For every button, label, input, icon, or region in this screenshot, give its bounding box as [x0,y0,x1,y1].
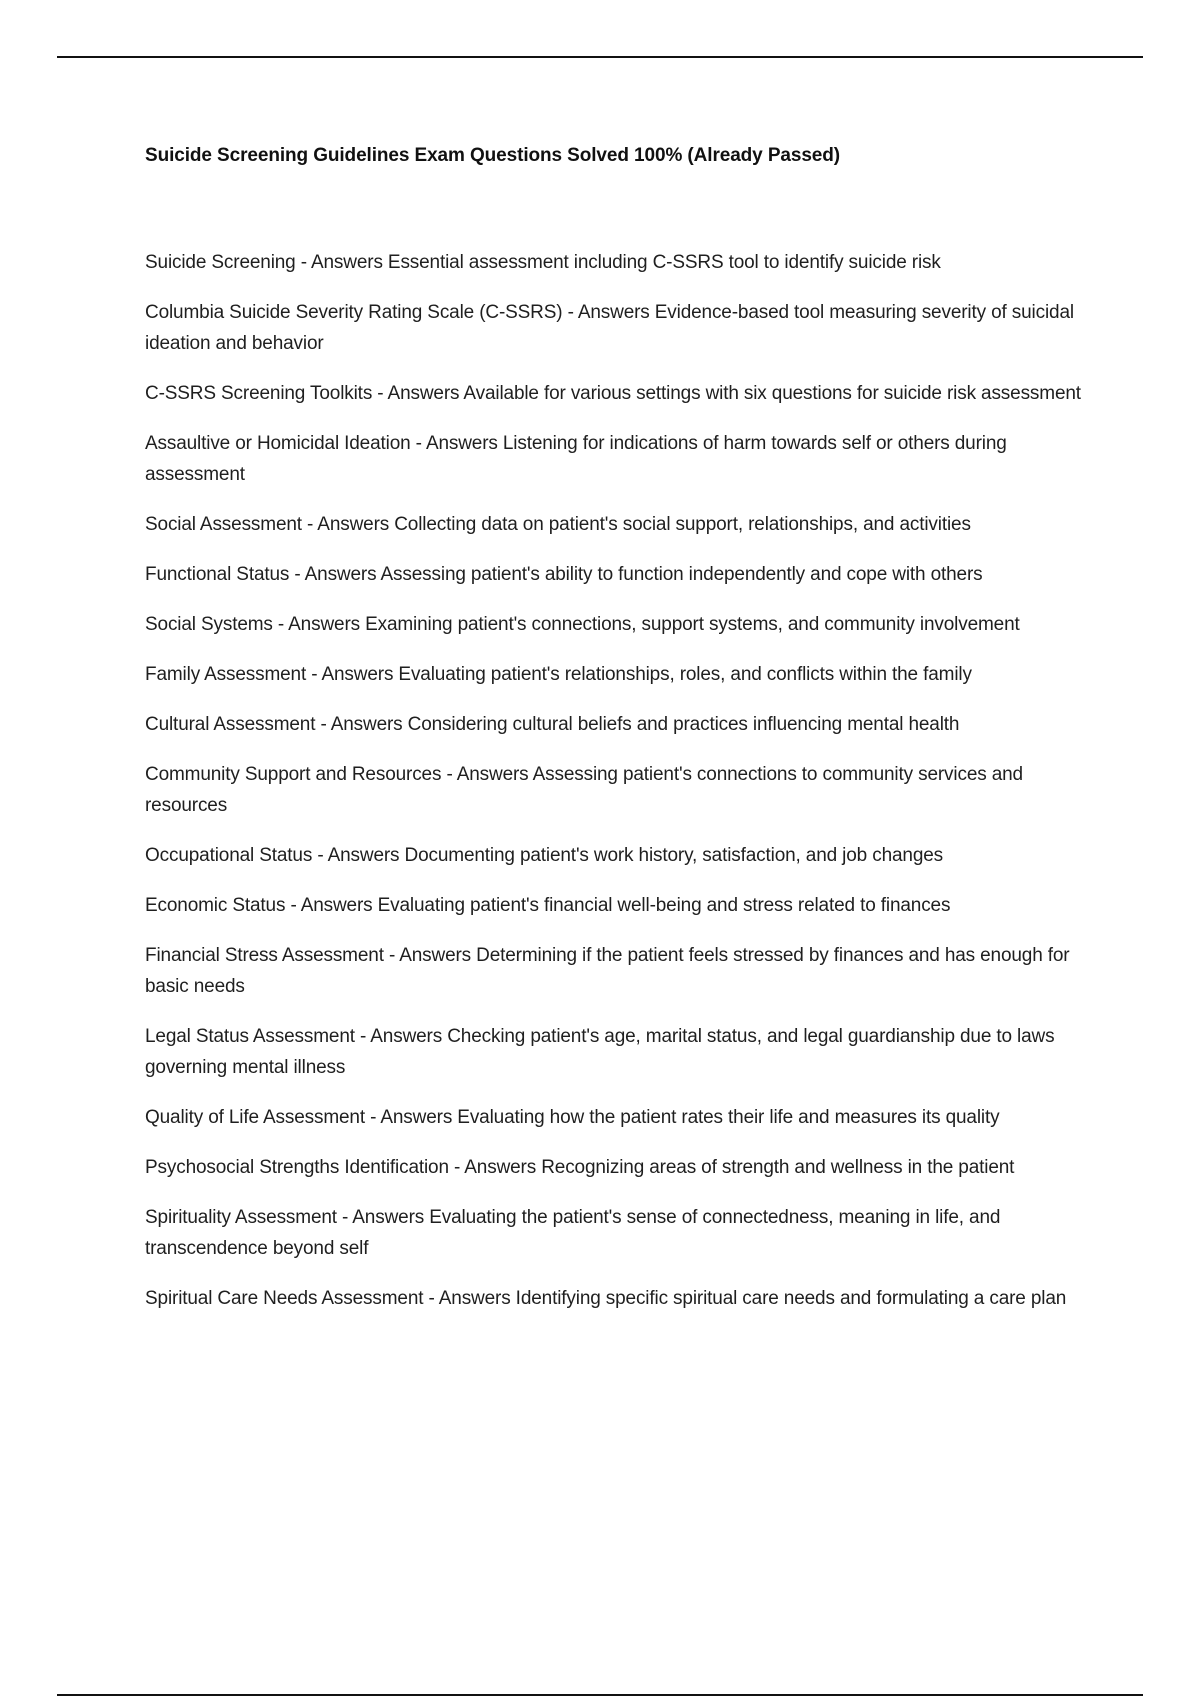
qa-item: Assaultive or Homicidal Ideation - Answers Listening for indications of harm towards self or others during assessment [145,433,1007,485]
qa-item: Cultural Assessment - Answers Considering cultural beliefs and practices influencing mental health [145,714,960,735]
qa-item: Spirituality Assessment - Answers Evaluating the patient's sense of connectedness, meaning in life, and transcendence beyond self [145,1207,1001,1259]
qa-item: C-SSRS Screening Toolkits - Answers Available for various settings with six questions for suicide risk assessment [145,383,1081,404]
qa-item: Legal Status Assessment - Answers Checking patient's age, marital status, and legal guardianship due to laws governing mental illness [145,1026,1055,1078]
qa-item: Suicide Screening - Answers Essential assessment including C-SSRS tool to identify suicide risk [145,252,941,273]
qa-list [145,247,1090,1333]
qa-item: Columbia Suicide Severity Rating Scale (C-SSRS) - Answers Evidence-based tool measuring severity of suicidal ideation and behavior [145,302,1074,354]
qa-item: Functional Status - Answers Assessing patient's ability to function independently and cope with others [145,564,983,585]
qa-item: Community Support and Resources - Answers Assessing patient's connections to community services and resources [145,764,1023,816]
document-title: Suicide Screening Guidelines Exam Questions Solved 100% (Already Passed) [145,145,841,166]
qa-item: Family Assessment - Answers Evaluating patient's relationships, roles, and conflicts within the family [145,664,972,685]
qa-item: Occupational Status - Answers Documenting patient's work history, satisfaction, and job changes [145,845,944,866]
bottom-divider [57,1694,1143,1696]
qa-item: Social Assessment - Answers Collecting data on patient's social support, relationships, and activities [145,514,971,535]
qa-item: Quality of Life Assessment - Answers Evaluating how the patient rates their life and measures its quality [145,1107,1000,1128]
qa-item: Spiritual Care Needs Assessment - Answers Identifying specific spiritual care needs and formulating a care plan [145,1288,1067,1309]
top-divider [57,56,1143,58]
qa-item: Financial Stress Assessment - Answers Determining if the patient feels stressed by finances and has enough for basic needs [145,945,1070,997]
qa-item: Economic Status - Answers Evaluating patient's financial well-being and stress related to finances [145,895,951,916]
qa-item: Psychosocial Strengths Identification - Answers Recognizing areas of strength and wellness in the patient [145,1157,1015,1178]
qa-item: Social Systems - Answers Examining patient's connections, support systems, and community involvement [145,614,1020,635]
